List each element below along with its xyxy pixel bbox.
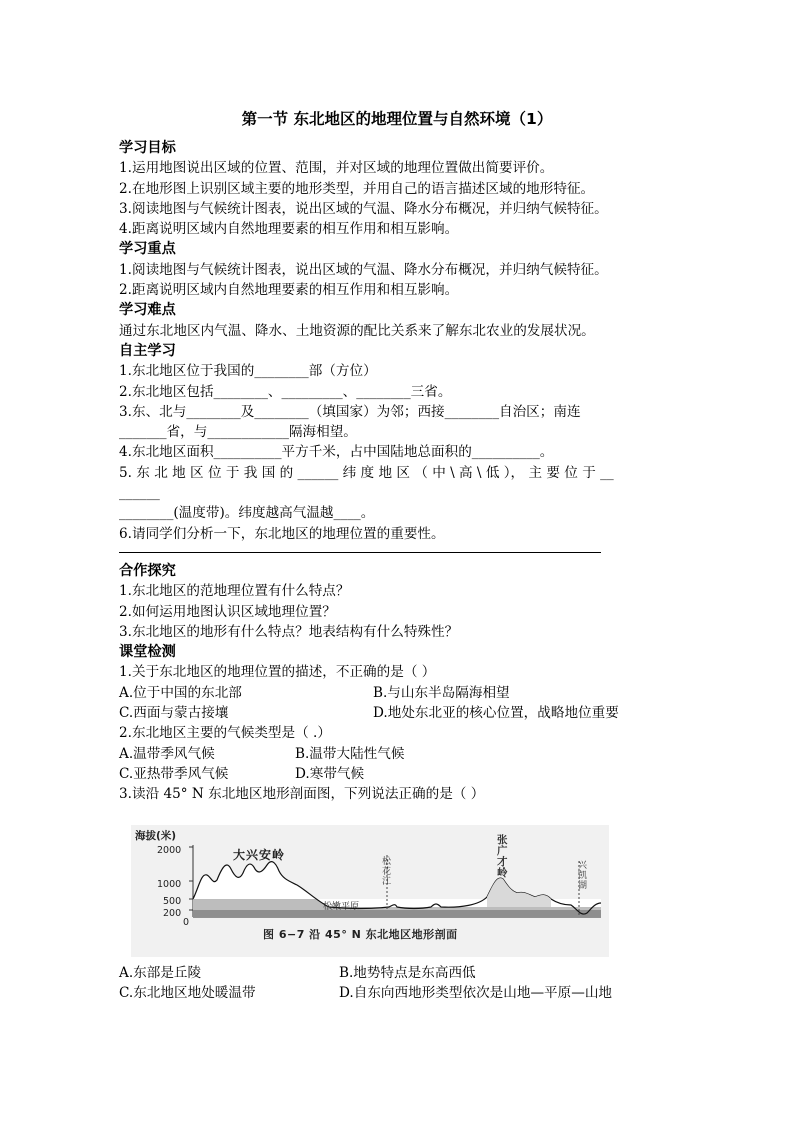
option-c: C.亚热带季风气候	[119, 765, 229, 782]
option-a: A.位于中国的东北部	[119, 684, 242, 701]
question-3-options-row	[119, 963, 679, 983]
section-heading-goals: 学习目标	[119, 140, 176, 156]
self-study-item: 2.东北地区包括________、_________、________三省。	[119, 383, 452, 400]
option-d: D.自东向西地形类型依次是山地—平原—山地	[339, 984, 613, 1001]
y-tick-label: 2000	[157, 844, 182, 856]
goal-item: 1.运用地图说出区域的位置、范围，并对区域的地理位置做出简要评价。	[119, 160, 554, 177]
self-study-item: 5. 东 北 地 区 位 于 我 国 的 ______ 纬 度 地 区 （ 中 \ 高 \ 低 ）， 主 要 位 于 __	[119, 464, 614, 481]
question-2-options-row	[119, 764, 679, 784]
question-3-options-row	[119, 983, 679, 1003]
content-body	[119, 138, 679, 1003]
page-title: 第一节 东北地区的地理位置与自然环境（1）	[241, 110, 553, 128]
option-d: D.寒带气候	[295, 765, 365, 782]
question-3: 3.读沿 45° N 东北地区地形剖面图，下列说法正确的是（ ）	[119, 786, 485, 803]
option-c: C.东北地区地处暖温带	[119, 984, 256, 1001]
label-zhangguangcailing: 张广才岭	[497, 833, 508, 879]
label-xingkai-lake: 兴凯湖	[578, 860, 588, 891]
goal-item: 4.距离说明区域内自然地理要素的相互作用和相互影响。	[119, 221, 459, 238]
y-tick-label: 0	[183, 916, 190, 928]
difficulty-text: 通过东北地区内气温、降水、土地资源的配比关系来了解东北农业的发展状况。	[119, 322, 595, 339]
question-1-options-row	[119, 683, 679, 703]
label-songhuajiang: 松花江	[382, 856, 392, 887]
label-daxinganling: 大兴安岭	[233, 847, 286, 862]
goal-item: 2.在地形图上识别区域主要的地形类型，并用自己的语言描述区域的地形特征。	[119, 180, 595, 197]
answer-line	[119, 544, 601, 553]
self-study-item: 3.东、北与________及________（填国家）为邻；西接________自治区；南连	[119, 403, 581, 420]
option-b: B.温带大陆性气候	[295, 745, 405, 762]
self-study-item: 6.请同学们分析一下，东北地区的地理位置的重要性。	[119, 525, 445, 542]
section-heading-test: 课堂检测	[119, 644, 176, 661]
self-study-item: 1.东北地区位于我国的________部（方位）	[119, 363, 377, 380]
y-tick-label: 500	[163, 895, 182, 907]
key-item: 2.距离说明区域内自然地理要素的相互作用和相互影响。	[119, 282, 459, 299]
option-d: D.地处东北亚的核心位置，战略地位重要	[373, 705, 619, 722]
option-a: A.温带季风气候	[119, 745, 215, 762]
label-songnen-plain: 松嫩平原	[323, 901, 360, 912]
key-item: 1.阅读地图与气候统计图表，说出区域的气温、降水分布概况，并归纳气候特征。	[119, 261, 608, 278]
goal-item: 3.阅读地图与气候统计图表，说出区域的气温、降水分布概况，并归纳气候特征。	[119, 200, 608, 217]
question-1-options-row	[119, 703, 679, 723]
option-a: A.东部是丘陵	[119, 964, 202, 981]
option-b: B.地势特点是东高西低	[339, 964, 476, 981]
self-study-item: ______	[119, 485, 160, 502]
coop-item: 3.东北地区的地形有什么特点？地表结构有什么特殊性？	[119, 623, 459, 640]
section-heading-cooperation: 合作探究	[119, 562, 176, 579]
y-tick-label: 1000	[157, 878, 182, 890]
question-1: 1.关于东北地区的地理位置的描述，不正确的是（ ）	[119, 664, 436, 681]
coop-item: 2.如何运用地图认识区域地理位置？	[119, 603, 336, 620]
self-study-item: _______省，与____________隔海相望。	[119, 424, 357, 441]
self-study-item: ________(温度带)。纬度越高气温越____。	[119, 505, 375, 522]
option-c: C.西面与蒙古接壤	[119, 705, 229, 722]
question-2-options-row	[119, 744, 679, 764]
y-axis-label: 海拔(米)	[135, 829, 177, 842]
section-heading-difficulty: 学习难点	[119, 302, 176, 319]
y-tick-label: 200	[163, 907, 182, 919]
terrain-profile-figure	[131, 825, 609, 957]
self-study-item: 4.东北地区面积__________平方千米，占中国陆地总面积的__________。	[119, 444, 554, 461]
option-b: B.与山东半岛隔海相望	[373, 684, 510, 701]
coop-item: 1.东北地区的范地理位置有什么特点？	[119, 583, 350, 600]
section-heading-self-study: 自主学习	[119, 342, 176, 359]
section-heading-key: 学习重点	[119, 241, 176, 258]
question-2: 2.东北地区主要的气候类型是（ .）	[119, 725, 331, 742]
figure-caption: 图 6−7 沿 45° N 东北地区地形剖面	[263, 927, 458, 941]
